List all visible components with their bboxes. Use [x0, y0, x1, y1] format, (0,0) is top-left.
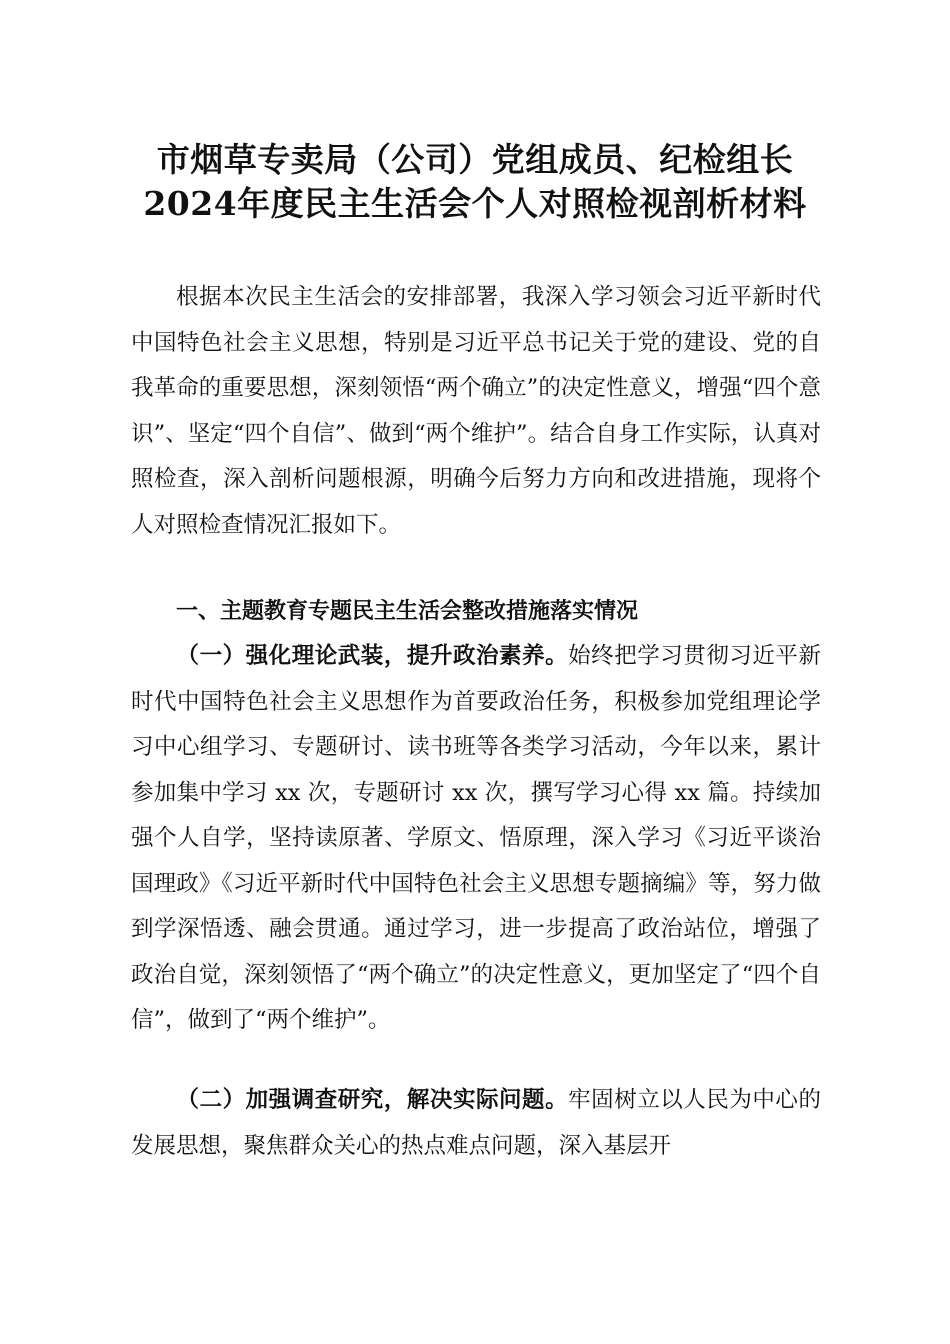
item-2-paragraph [131, 1078, 821, 1169]
document-title-line-1: 市烟草专卖局（公司）党组成员、纪检组长 [156, 140, 794, 179]
document-title-line-2: 2024年度民主生活会个人对照检视剖析材料 [143, 184, 807, 223]
section-1-heading: 一、主题教育专题民主生活会整改措施落实情况 [176, 599, 639, 624]
item-2-heading: （二）加强调查研究，解决实际问题。 [176, 1087, 569, 1113]
item-2-body: 牢固树立以人民为中心的发展思想，聚焦群众关心的热点难点问题，深入基层开 [131, 1087, 821, 1159]
item-1-body: 始终把学习贯彻习近平新时代中国特色社会主义思想作为首要政治任务，积极参加党组理论学习中心组学习、专题研讨、读书班等各类学习活动，今年以来，累计参加集中学习 xx 次，专题研讨 xx 次，撰写学习心得 xx 篇。持续加强个人自学，坚持读原著、学原文、悟原理，深入学习《习近平谈治国理政》《习近平新时代中国特色社会主义思想专题摘编》等，努力做到学深悟透、融会贯通。通过学习，进一步提高了政治站位，增强了政治自觉，深刻领悟了“两个确立”的决定性意义，更加坚定了“四个自信”，做到了“两个维护”。 [131, 643, 821, 1033]
item-1-paragraph [131, 634, 821, 1044]
intro-paragraph: 根据本次民主生活会的安排部署，我深入学习领会习近平新时代中国特色社会主义思想，特别是习近平总书记关于党的建设、党的自我革命的重要思想，深刻领悟“两个确立”的决定性意义，增强“四个意识”、坚定“四个自信”、做到“两个维护”。结合自身工作实际，认真对照检查，深入剖析问题根源，明确今后努力方向和改进措施，现将个人对照检查情况汇报如下。 [131, 284, 821, 538]
item-1-heading: （一）强化理论武装，提升政治素养。 [176, 643, 569, 669]
